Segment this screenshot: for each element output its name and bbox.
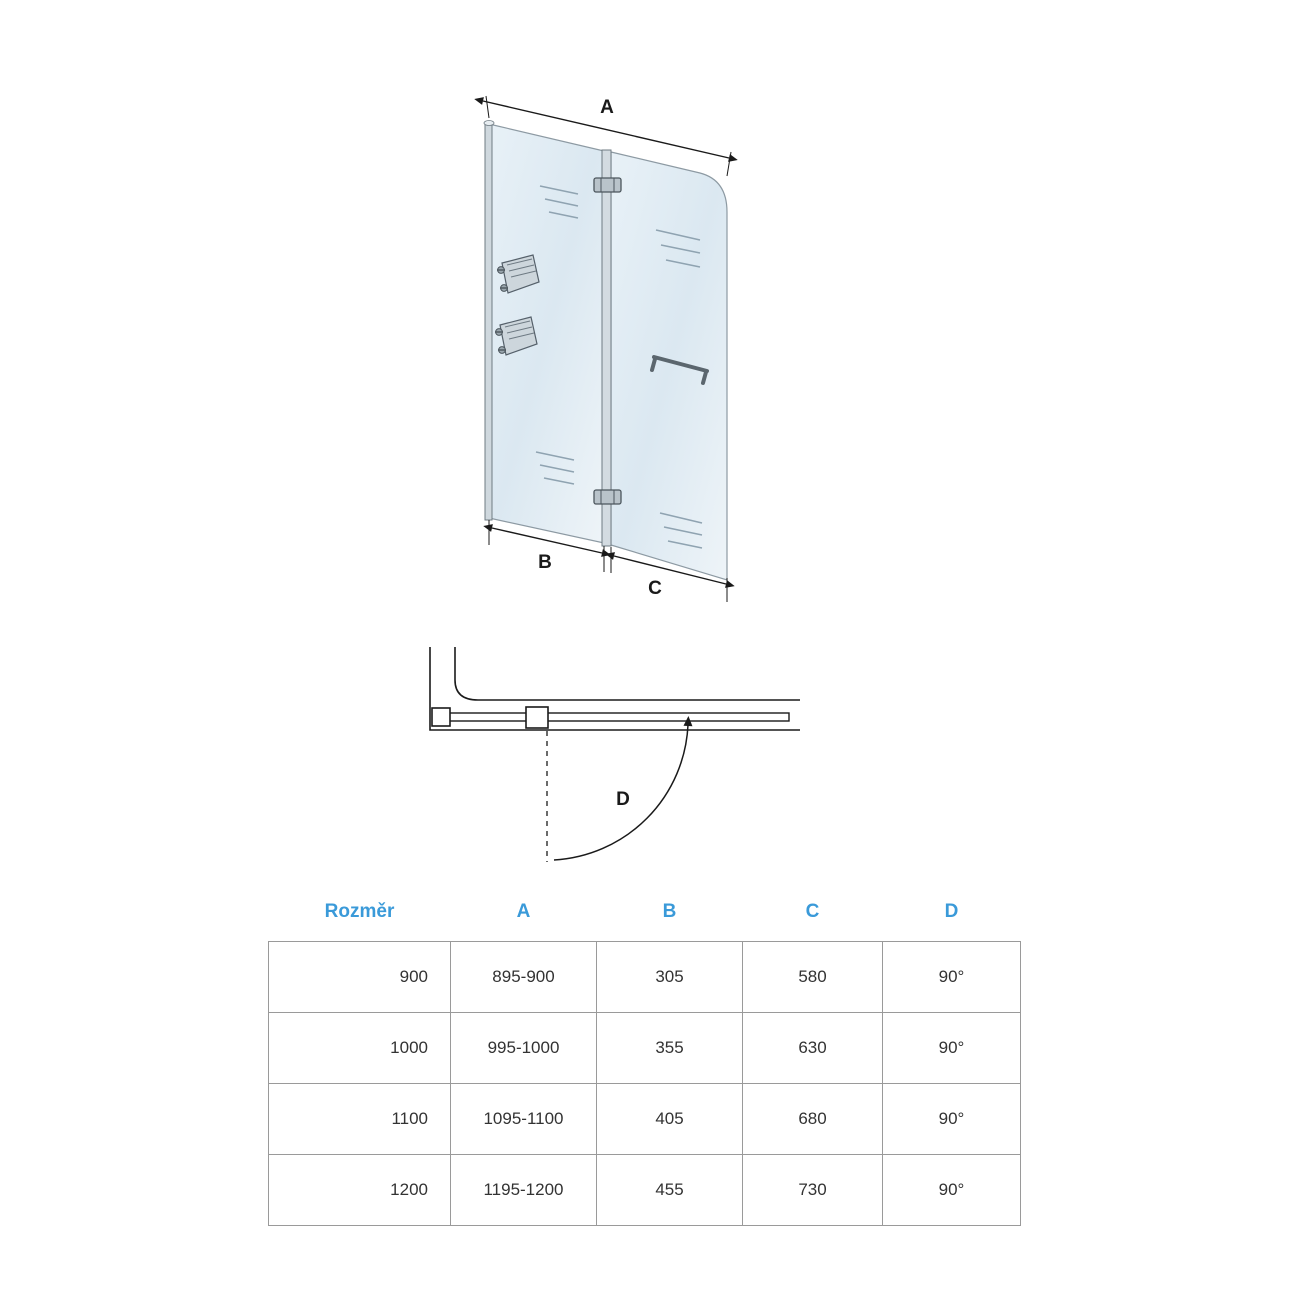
table-row bbox=[269, 942, 1021, 1013]
table-header-row bbox=[269, 893, 1021, 942]
wall-profile bbox=[485, 122, 492, 520]
cell-d: 90° bbox=[883, 942, 1021, 1013]
label-d: D bbox=[616, 789, 630, 810]
cell-size: 900 bbox=[269, 942, 451, 1013]
table-row bbox=[269, 1084, 1021, 1155]
header-b: B bbox=[662, 901, 677, 922]
header-size: Rozměr bbox=[324, 901, 395, 922]
cell-b: 455 bbox=[597, 1155, 743, 1226]
center-post bbox=[602, 150, 611, 546]
table-row bbox=[269, 1155, 1021, 1226]
cell-d: 90° bbox=[883, 1155, 1021, 1226]
cell-c: 680 bbox=[743, 1084, 883, 1155]
header-c: C bbox=[805, 901, 820, 922]
wall-corner-line bbox=[455, 647, 800, 700]
cell-a: 995-1000 bbox=[451, 1013, 597, 1084]
cell-size: 1200 bbox=[269, 1155, 451, 1226]
cell-c: 580 bbox=[743, 942, 883, 1013]
cell-a: 895-900 bbox=[451, 942, 597, 1013]
spec-table bbox=[268, 893, 1021, 1226]
label-b: B bbox=[538, 552, 552, 573]
cell-c: 730 bbox=[743, 1155, 883, 1226]
cell-b: 405 bbox=[597, 1084, 743, 1155]
hinge-top bbox=[594, 178, 621, 192]
label-a: A bbox=[600, 97, 614, 118]
plan-view-group bbox=[430, 647, 800, 862]
cell-d: 90° bbox=[883, 1013, 1021, 1084]
wall-profile-cap bbox=[484, 121, 494, 126]
cell-a: 1195-1200 bbox=[451, 1155, 597, 1226]
plan-wall-bracket bbox=[432, 708, 450, 726]
table-row bbox=[269, 1013, 1021, 1084]
plan-hinge-block bbox=[526, 707, 548, 728]
cell-size: 1100 bbox=[269, 1084, 451, 1155]
label-c: C bbox=[648, 578, 662, 599]
cell-b: 355 bbox=[597, 1013, 743, 1084]
header-a: A bbox=[516, 901, 531, 922]
cell-b: 305 bbox=[597, 942, 743, 1013]
cell-a: 1095-1100 bbox=[451, 1084, 597, 1155]
front-view-group bbox=[483, 96, 731, 602]
cell-size: 1000 bbox=[269, 1013, 451, 1084]
cell-c: 630 bbox=[743, 1013, 883, 1084]
cell-d: 90° bbox=[883, 1084, 1021, 1155]
hinge-bottom bbox=[594, 490, 621, 504]
header-d: D bbox=[944, 901, 959, 922]
spec-table-wrapper bbox=[268, 893, 1020, 1226]
plan-glass-bar bbox=[437, 713, 789, 721]
